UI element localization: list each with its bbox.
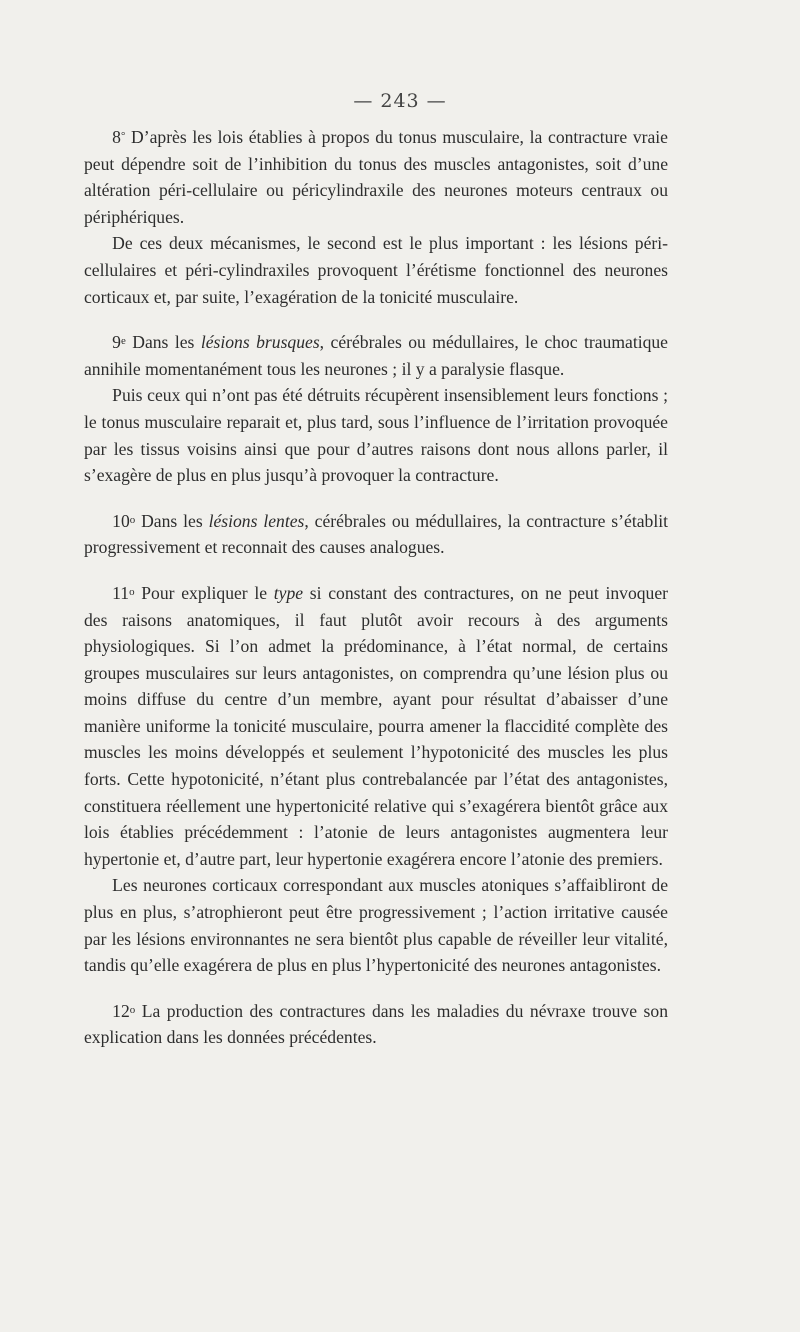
- item-number: 12: [112, 1000, 130, 1021]
- paragraph-text: Les neurones corticaux correspondant aux muscles atoniques s’affaibliront de plus en plus, s’atrophieront peut être progressivement ; l’action irritative causée par les lésions environnantes ne sera bientôt plus capable de réveiller leur vitalité, tandis qu’elle exagérera de plus en plus l’hypertonicité des neurones antagonistes.: [84, 875, 668, 976]
- page-number: — 243 —: [353, 90, 447, 112]
- paragraph-text-after: , cérébrales ou médullaires, le choc traumatique annihile momentanément tous les neurones ; il y a paralysie flasque.: [84, 332, 668, 379]
- ordinal-mark: o: [129, 1003, 136, 1016]
- paragraph-text: Pour expliquer le: [134, 582, 274, 603]
- paragraph-9: [84, 329, 668, 382]
- paragraph-11-continued: [84, 872, 668, 978]
- paragraph-10: [84, 508, 668, 561]
- paragraph-text: Dans les: [125, 332, 201, 353]
- ordinal-mark: o: [129, 585, 135, 598]
- paragraph-text: Dans les: [135, 510, 209, 531]
- item-number: 11: [112, 582, 130, 603]
- paragraph-text: D’après les lois établies à propos du tonus musculaire, la contracture vraie peut dépendre soit de l’inhibition du tonus des muscles antagonistes, soit d’une altération péri-cellulaire ou péricylindraxile des neurones moteurs centraux ou périphériques.: [84, 127, 668, 227]
- paragraph-text-after: , cérébrales ou médullaires, la contracture s’établit progressivement et reconnait des causes analogues.: [84, 510, 668, 558]
- emphasis: type: [273, 582, 304, 603]
- paragraph-text-after: si constant des contractures, on ne peut invoquer des raisons anatomiques, il faut plutôt avoir recours à des arguments physiologiques. Si l’on admet la prédominance, à l’état normal, de certains groupes musculaires sur leurs antagonistes, on comprendra qu’une lésion plus ou moins diffuse du centre d’un membre, ayant pour résultat d’abaisser d’une manière uniforme la tonicité musculaire, pourra amener la flaccidité complète des muscles les moins développés et seulement l’hypotonicité des muscles les plus forts. Cette hypotonicité, n’étant plus contrebalancée par l’état des antagonistes, constituera réellement une hypertonicité relative qui s’exagérera bientôt grâce aux lois établies précédemment : l’atonie de leurs antagonistes augmentera leur hypertonie et, d’autre part, leur hypertonie exagérera encore l’atonie des premiers.: [84, 582, 668, 869]
- item-number: 8: [112, 127, 121, 147]
- ordinal-mark: e: [120, 335, 126, 348]
- paragraph-text: De ces deux mécanismes, le second est le plus important : les lésions péri-cellulaires et péri-cylindraxiles provoquent l’érétisme fonctionnel des neurones corticaux et, par suite, l’exagération de la tonicité musculaire.: [84, 233, 668, 307]
- paragraph-9-continued: [84, 382, 668, 488]
- ordinal-mark: o: [129, 513, 136, 526]
- item-number: 9: [112, 332, 121, 353]
- body-text: [84, 124, 668, 1051]
- paragraph-11: [84, 580, 668, 873]
- item-number: 10: [112, 510, 130, 531]
- emphasis: lésions lentes: [208, 510, 305, 531]
- paragraph-text: Puis ceux qui n’ont pas été détruits récupèrent insensiblement leurs fonctions ; le tonus musculaire reparait et, plus tard, sous l’influence de l’irritation provoquée par les tissus voisins ainsi que pour d’autres raisons dont nous allons parler, il s’exagère de plus en plus jusqu’à provoquer la contracture.: [84, 385, 668, 486]
- paragraph-12: [84, 998, 668, 1051]
- emphasis: lésions brusques: [200, 332, 320, 353]
- paragraph-8: [84, 124, 668, 230]
- ordinal-mark: °: [120, 129, 126, 142]
- paragraph-8-continued: [84, 230, 668, 310]
- paragraph-text: La production des contractures dans les maladies du névraxe trouve son explication dans les données précédentes.: [84, 1000, 668, 1048]
